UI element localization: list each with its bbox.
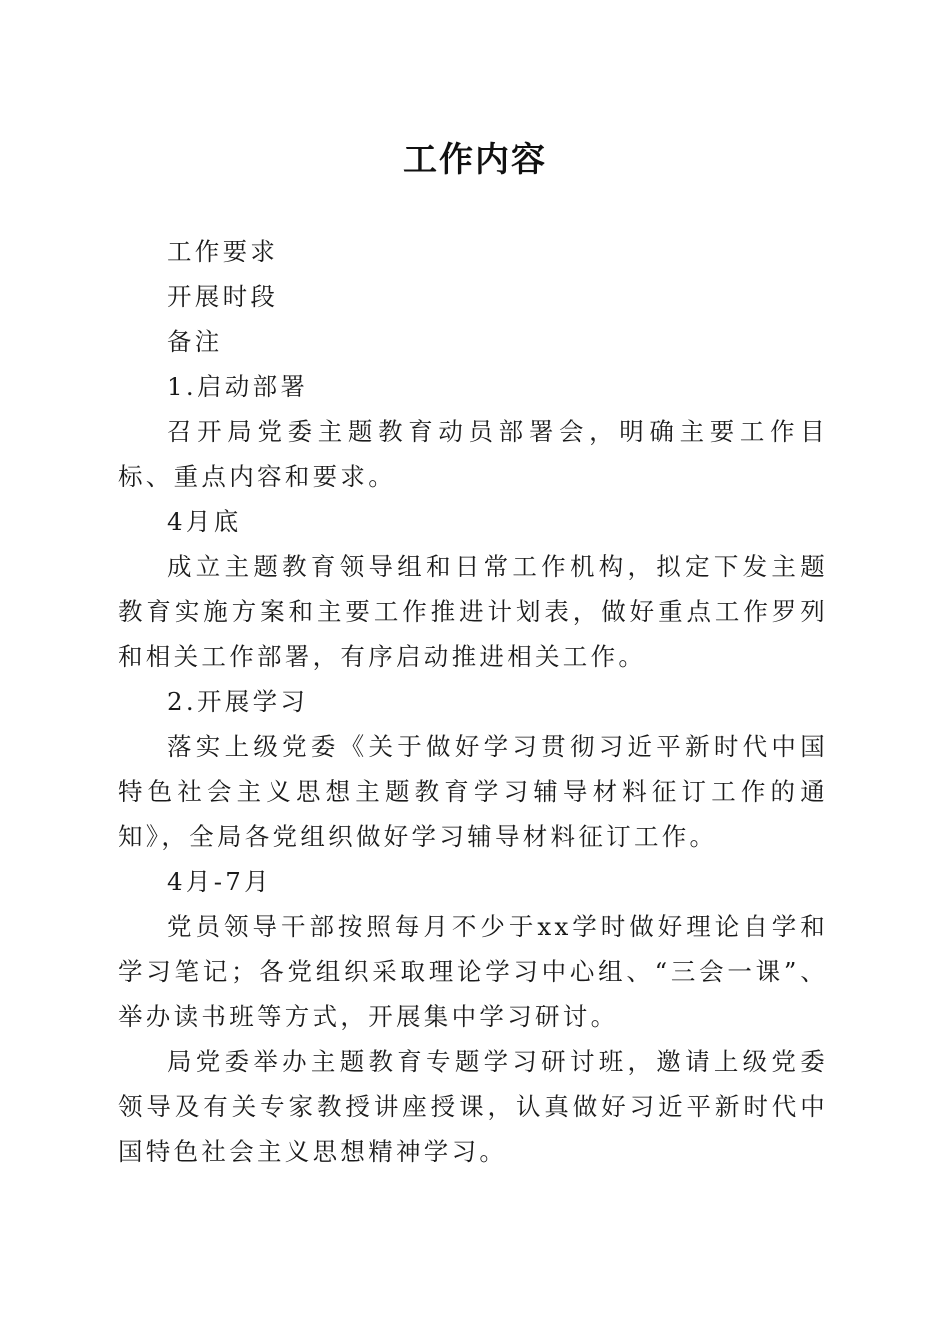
paragraph-remarks: 备注 xyxy=(167,327,223,356)
paragraph: 成立主题教育领导组和日常工作机构，拟定下发主题教育实施方案和主要工作推进计划表，做好重点工作罗列和相关工作部署，有序启动推进相关工作。 xyxy=(118,552,828,671)
page-title: 工作内容 xyxy=(403,140,547,180)
paragraph-work-requirements: 工作要求 xyxy=(167,237,279,266)
paragraph: 党员领导干部按照每月不少于xx学时做好理论自学和学习笔记；各党组织采取理论学习中心组、“三会一课”、举办读书班等方式，开展集中学习研讨。 xyxy=(118,912,828,1031)
paragraph: 落实上级党委《关于做好学习贯彻习近平新时代中国特色社会主义思想主题教育学习辅导材料征订工作的通知》，全局各党组织做好学习辅导材料征订工作。 xyxy=(118,732,828,851)
paragraph: 召开局党委主题教育动员部署会，明确主要工作目标、重点内容和要求。 xyxy=(118,417,828,491)
section-heading-launch: 1.启动部署 xyxy=(167,372,309,401)
paragraph-time-period: 开展时段 xyxy=(167,282,279,311)
time-label: 4月底 xyxy=(167,507,242,536)
document-body xyxy=(118,229,828,1174)
paragraph: 局党委举办主题教育专题学习研讨班，邀请上级党委领导及有关专家教授讲座授课，认真做好习近平新时代中国特色社会主义思想精神学习。 xyxy=(118,1047,828,1166)
section-heading-study: 2.开展学习 xyxy=(167,687,309,716)
time-label: 4月-7月 xyxy=(167,867,272,896)
